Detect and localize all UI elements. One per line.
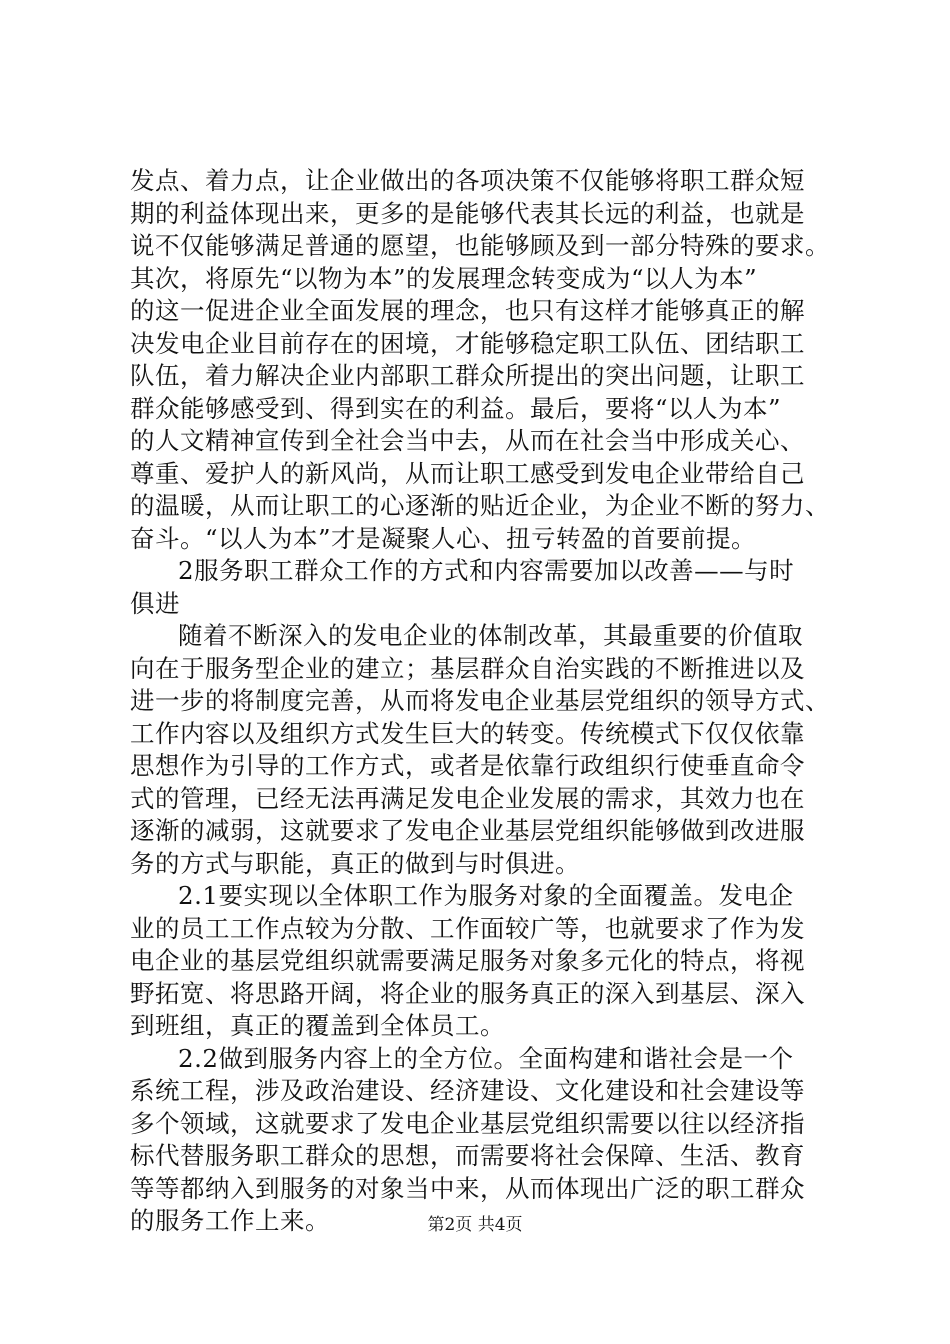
text-line: 其次，将原先“以物为本”的发展理念转变成为“以人为本” — [130, 263, 758, 293]
text-line: 的服务工作上来。 — [130, 1206, 330, 1235]
text-line: 期的利益体现出来，更多的是能够代表其长远的利益，也就是 — [130, 198, 805, 228]
text-line: 多个领域，这就要求了发电企业基层党组织需要以往以经济指 — [130, 1108, 805, 1138]
text-line: 野拓宽、将思路开阔，将企业的服务真正的深入到基层、深入 — [130, 978, 805, 1008]
body-text — [130, 165, 830, 1238]
text-line: 到班组，真正的覆盖到全体员工。 — [130, 1011, 505, 1040]
text-line: 标代替服务职工群众的思想，而需要将社会保障、生活、教育 — [130, 1141, 805, 1170]
text-line: 等等都纳入到服务的对象当中来，从而体现出广泛的职工群众 — [130, 1173, 805, 1203]
text-line: 业的员工工作点较为分散、工作面较广等，也就要求了作为发 — [130, 913, 805, 943]
text-line: 务的方式与职能，真正的做到与时俱进。 — [130, 848, 580, 878]
text-line: 决发电企业目前存在的困境，才能够稳定职工队伍、团结职工 — [130, 328, 805, 358]
subsection-2-2-start: 2.2做到服务内容上的全方位。全面构建和谐社会是一个 — [178, 1043, 794, 1073]
text-line: 思想作为引导的工作方式，或者是依靠行政组织行使垂直命令 — [130, 751, 805, 780]
text-line: 式的管理，已经无法再满足发电企业发展的需求，其效力也在 — [130, 783, 805, 813]
section-heading: 2服务职工群众工作的方式和内容需要加以改善——与时 — [178, 556, 795, 585]
text-line: 尊重、爱护人的新风尚，从而让职工感受到发电企业带给自己 — [130, 458, 805, 488]
text-line: 的人文精神宣传到全社会当中去，从而在社会当中形成关心、 — [130, 426, 805, 455]
text-line: 的这一促进企业全面发展的理念，也只有这样才能够真正的解 — [130, 296, 805, 325]
paragraph-start: 随着不断深入的发电企业的体制改革，其最重要的价值取 — [178, 621, 803, 650]
text-line: 逐渐的减弱，这就要求了发电企业基层党组织能够做到改进服 — [130, 816, 805, 845]
subsection-2-1-start: 2.1要实现以全体职工作为服务对象的全面覆盖。发电企 — [178, 881, 794, 910]
text-line: 进一步的将制度完善，从而将发电企业基层党组织的领导方式、 — [130, 686, 830, 715]
text-line: 向在于服务型企业的建立；基层群众自治实践的不断推进以及 — [130, 653, 805, 683]
page-number-footer: 第2页 共4页 — [427, 1215, 523, 1235]
text-line: 电企业的基层党组织就需要满足服务对象多元化的特点，将视 — [130, 946, 805, 975]
text-line: 队伍，着力解决企业内部职工群众所提出的突出问题，让职工 — [130, 361, 805, 390]
text-line: 说不仅能够满足普通的愿望，也能够顾及到一部分特殊的要求。 — [130, 231, 830, 260]
text-line: 奋斗。“以人为本”才是凝聚人心、扭亏转盈的首要前提。 — [130, 523, 757, 553]
text-line: 系统工程，涉及政治建设、经济建设、文化建设和社会建设等 — [130, 1076, 805, 1105]
text-line: 发点、着力点，让企业做出的各项决策不仅能够将职工群众短 — [130, 166, 805, 195]
section-heading-continued: 俱进 — [130, 588, 180, 618]
text-line: 的温暖，从而让职工的心逐渐的贴近企业，为企业不断的努力、 — [130, 491, 830, 520]
text-line: 工作内容以及组织方式发生巨大的转变。传统模式下仅仅依靠 — [130, 718, 805, 748]
text-line: 群众能够感受到、得到实在的利益。最后，要将“以人为本” — [130, 393, 782, 423]
